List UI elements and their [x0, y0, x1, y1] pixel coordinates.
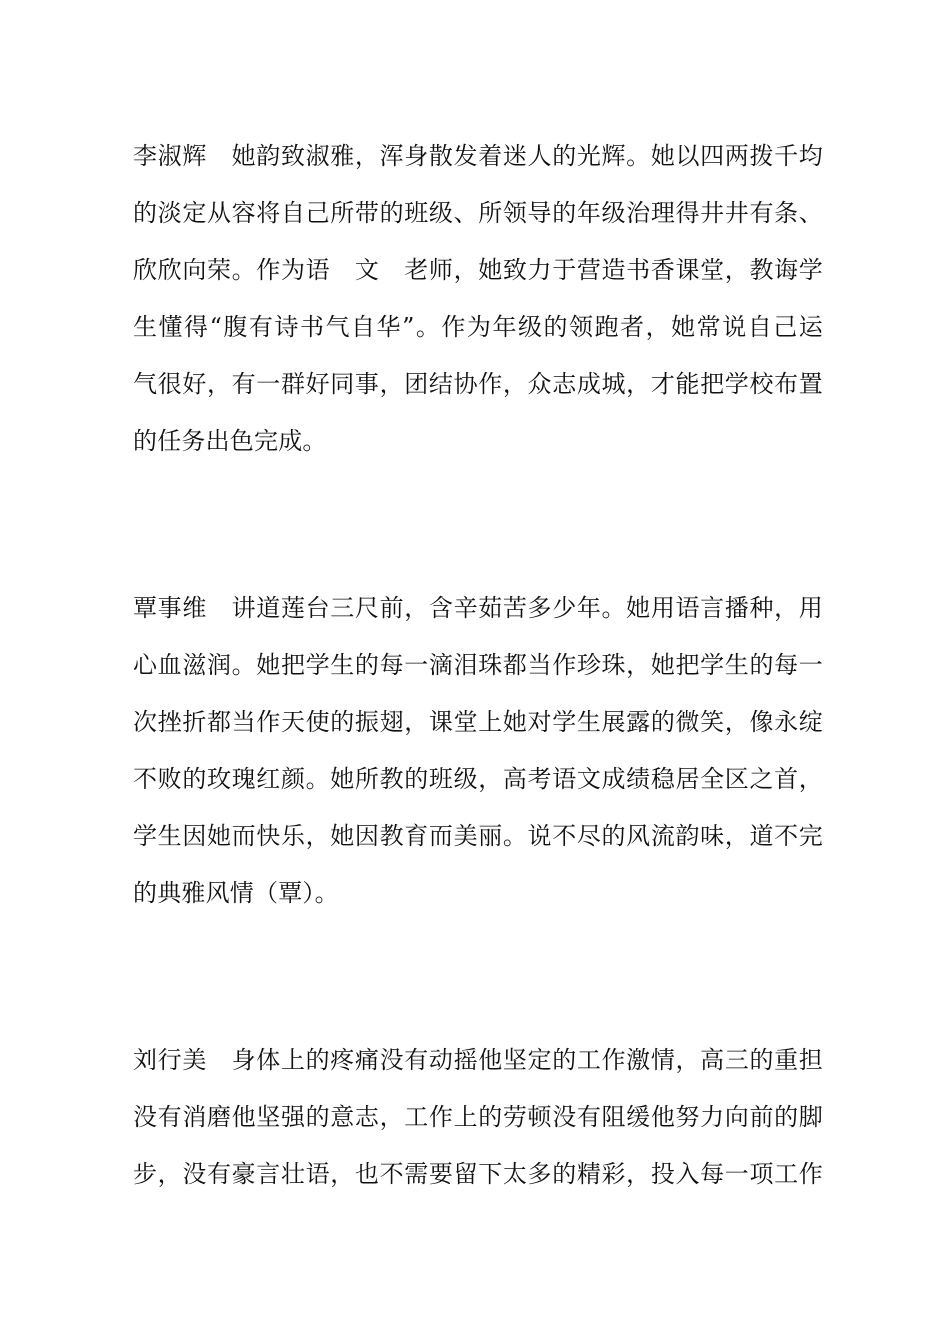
text-line: 生懂得“腹有诗书气自华”。作为年级的领跑者，她常说自己运 [133, 313, 823, 341]
text-line: 不败的玫瑰红颜。她所教的班级，高考语文成绩稳居全区之首， [133, 765, 823, 793]
paragraph-qin-shiwei [133, 580, 823, 922]
text-line: 步，没有豪言壮语，也不需要留下太多的精彩，投入每一项工作 [133, 1160, 823, 1188]
text-line: 学生因她而快乐，她因教育而美丽。说不尽的风流韵味，道不完 [133, 822, 823, 850]
text-line: 的淡定从容将自己所带的班级、所领导的年级治理得井井有条、 [133, 199, 823, 227]
paragraph-liu-xingmei [133, 1032, 823, 1203]
paragraph-li-shuhui [133, 128, 823, 470]
text-line: 覃事维 讲道莲台三尺前，含辛茹苦多少年。她用语言播种，用 [133, 594, 823, 622]
text-line: 心血滋润。她把学生的每一滴泪珠都当作珍珠，她把学生的每一 [133, 651, 823, 679]
text-line: 次挫折都当作天使的振翅，课堂上她对学生展露的微笑，像永绽 [133, 708, 823, 736]
text-line: 气很好，有一群好同事，团结协作，众志成城，才能把学校布置 [133, 370, 823, 398]
text-line: 刘行美 身体上的疼痛没有动摇他坚定的工作激情，高三的重担 [133, 1046, 823, 1074]
text-line: 欣欣向荣。作为语 文 老师，她致力于营造书香课堂，教诲学 [133, 256, 823, 284]
text-line: 的典雅风情（覃）。 [133, 879, 339, 907]
text-line: 李淑辉 她韵致淑雅，浑身散发着迷人的光辉。她以四两拨千均 [133, 142, 823, 170]
text-line: 的任务出色完成。 [133, 427, 327, 455]
text-line: 没有消磨他坚强的意志，工作上的劳顿没有阻缓他努力向前的脚 [133, 1103, 823, 1131]
